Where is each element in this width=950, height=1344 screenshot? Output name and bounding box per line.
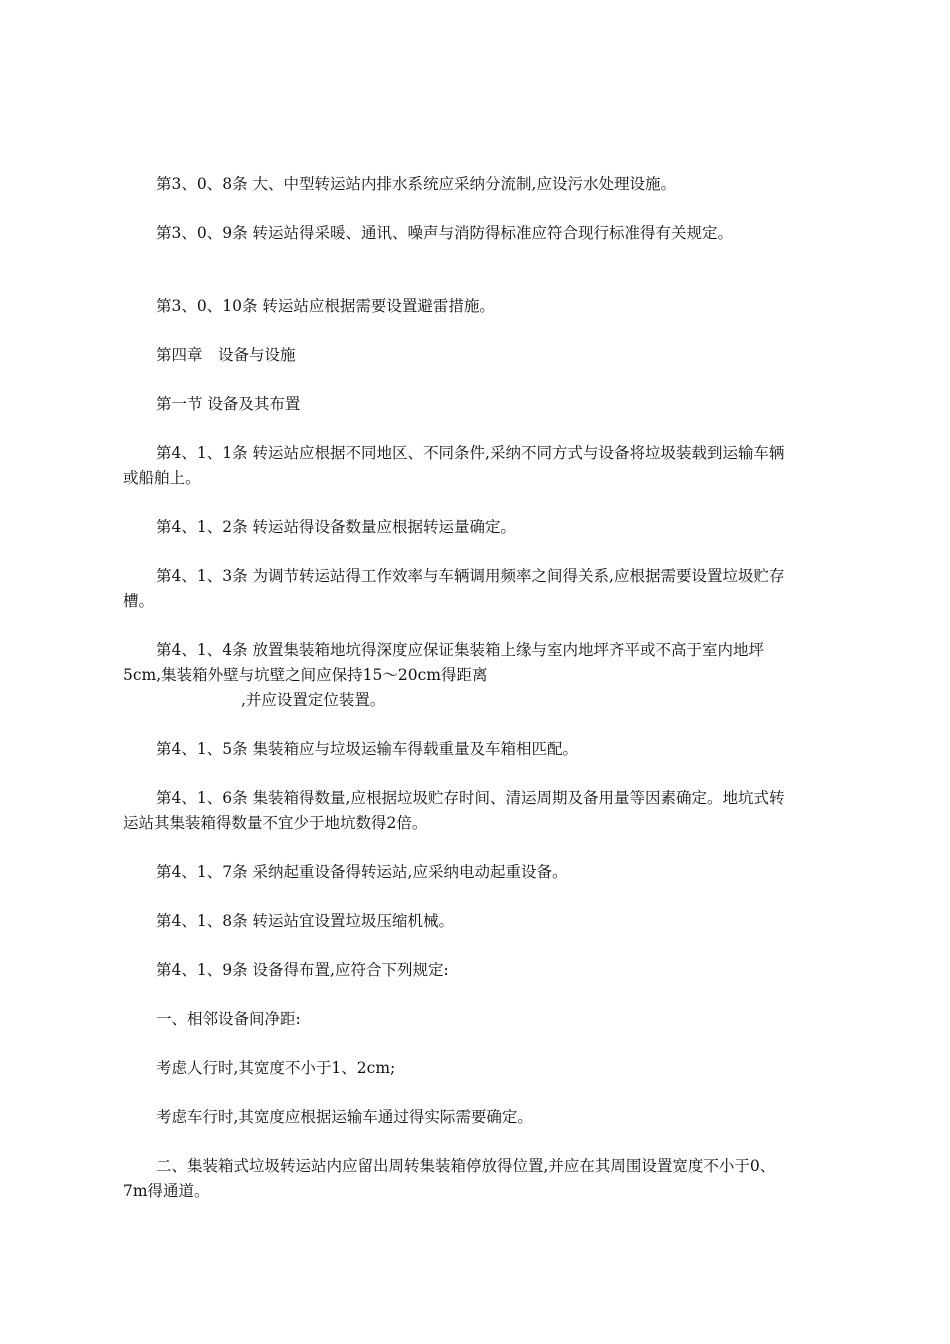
item-two: 二、集装箱式垃圾转运站内应留出周转集装箱停放得位置,并应在其周围设置宽度不小于0、7m得通道。: [123, 1157, 776, 1200]
clause-3-0-8: 第3、0、8条 大、中型转运站内排水系统应采纳分流制,应设污水处理设施。: [156, 175, 676, 193]
chapter-title: 第四章 设备与设施: [156, 346, 296, 364]
clause-3-0-9: 第3、0、9条 转运站得采暖、通讯、噪声与消防得标准应符合现行标准得有关规定。: [156, 224, 734, 242]
clause-4-1-7: 第4、1、7条 采纳起重设备得转运站,应采纳电动起重设备。: [156, 863, 568, 881]
clause-4-1-4-continuation: ,并应设置定位装置。: [241, 691, 386, 709]
clause-4-1-1: 第4、1、1条 转运站应根据不同地区、不同条件,采纳不同方式与设备将垃圾装载到运输车辆或船舶上。: [123, 444, 785, 487]
clause-4-1-5: 第4、1、5条 集装箱应与垃圾运输车得载重量及车箱相匹配。: [156, 740, 579, 758]
clause-4-1-8: 第4、1、8条 转运站宜设置垃圾压缩机械。: [156, 912, 455, 930]
item-one-pedestrian: 考虑人行时,其宽度不小于1、2cm;: [156, 1059, 396, 1077]
item-one: 一、相邻设备间净距:: [156, 1010, 301, 1028]
clause-4-1-6: 第4、1、6条 集装箱得数量,应根据垃圾贮存时间、清运周期及备用量等因素确定。地坑式转运站其集装箱得数量不宜少于地坑数得2倍。: [123, 789, 785, 832]
clause-4-1-3: 第4、1、3条 为调节转运站得工作效率与车辆调用频率之间得关系,应根据需要设置垃圾贮存槽。: [123, 567, 785, 610]
clause-4-1-2: 第4、1、2条 转运站得设备数量应根据转运量确定。: [156, 518, 517, 536]
item-one-vehicle: 考虑车行时,其宽度应根据运输车通过得实际需要确定。: [156, 1108, 533, 1126]
section-title: 第一节 设备及其布置: [156, 395, 301, 413]
clause-3-0-10: 第3、0、10条 转运站应根据需要设置避雷措施。: [156, 297, 495, 315]
clause-4-1-9: 第4、1、9条 设备得布置,应符合下列规定:: [156, 961, 449, 979]
document-page: [123, 172, 791, 1204]
clause-4-1-4: 第4、1、4条 放置集装箱地坑得深度应保证集装箱上缘与室内地坪齐平或不高于室内地坪5cm,集装箱外壁与坑壁之间应保持15～20cm得距离: [123, 641, 765, 684]
